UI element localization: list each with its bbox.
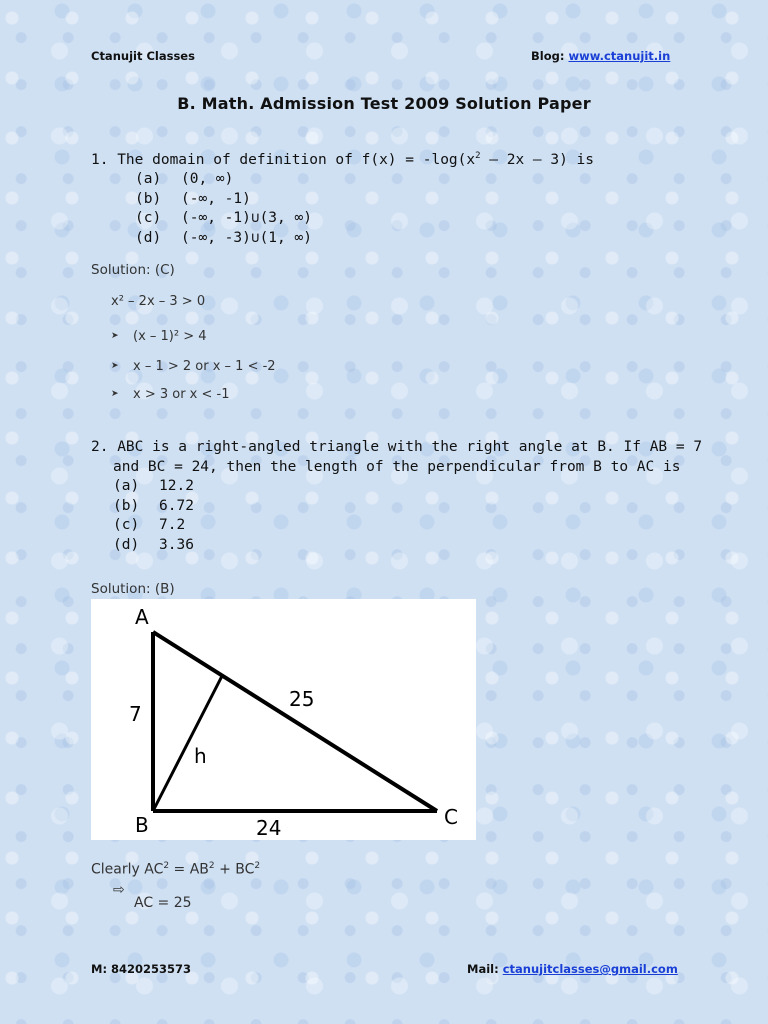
question-1 — [91, 147, 594, 248]
triangle-diagram — [91, 599, 476, 840]
option-b: (b) 6.72 — [113, 497, 194, 514]
side-ab-label: 7 — [129, 702, 142, 726]
option-c: (c) 7.2 — [113, 517, 186, 533]
height-line — [153, 676, 222, 811]
solution-1-label: Solution: (C) — [91, 262, 175, 278]
vertex-c-label: C — [444, 805, 458, 829]
triangle-figure — [91, 599, 476, 840]
question-2-line-1: 2. ABC is a right-angled triangle with the right angle at B. If AB = 7 — [91, 439, 703, 455]
side-ac-line — [153, 632, 437, 811]
implies-arrow-icon: ⇨ — [113, 882, 125, 898]
option-b: (b) (-∞, -1) — [135, 190, 251, 207]
side-bc-label: 24 — [256, 816, 282, 840]
option-d: (d) 3.36 — [113, 536, 194, 553]
option-c: (c) (-∞, -1)∪(3, ∞) — [135, 210, 312, 227]
solution-2-equation: Clearly $AC^2 = AB^2 + BC^2$ — [91, 861, 261, 878]
solution-1-step-3: ➤ x – 1 > 2 or x – 1 < -2 — [111, 359, 276, 374]
mail-link[interactable]: ctanujitclasses@gmail.com — [502, 962, 678, 976]
question-1-text: 1. The domain of definition of $f(x) = -\log(x^2 - 2x - 3)$ is — [91, 151, 595, 168]
blog-label: Blog: — [531, 49, 565, 63]
page-title: B. Math. Admission Test 2009 Solution Paper — [177, 94, 591, 113]
height-label: h — [194, 744, 207, 768]
solution-1-step-4: ➤ x > 3 or x < -1 — [111, 387, 230, 402]
arrow-bullet-icon: ➤ — [111, 389, 119, 399]
footer-mail — [467, 962, 678, 976]
header-blog — [531, 49, 670, 63]
option-a: (a) 12.2 — [113, 478, 194, 494]
vertex-b-label: B — [135, 813, 149, 837]
solution-2-label: Solution: (B) — [91, 581, 175, 597]
question-2-options — [69, 477, 702, 555]
option-a: (a) (0, ∞) — [135, 171, 234, 188]
mail-label: Mail: — [467, 962, 499, 976]
arrow-bullet-icon: ➤ — [111, 331, 119, 341]
question-2-line-2: and BC = 24, then the length of the perpendicular from B to AC is — [113, 458, 681, 475]
arrow-bullet-icon: ➤ — [111, 361, 119, 371]
solution-2-result: AC = 25 — [134, 895, 192, 911]
question-1-options — [91, 170, 594, 248]
question-2 — [91, 438, 702, 555]
side-ac-label: 25 — [289, 687, 315, 711]
blog-link[interactable]: www.ctanujit.in — [568, 49, 671, 63]
solution-1-step-1: x² – 2x – 3 > 0 — [111, 294, 206, 309]
solution-1-step-2: ➤ (x – 1)² > 4 — [111, 329, 207, 344]
header-brand: Ctanujit Classes — [91, 49, 195, 63]
footer-phone: M: 8420253573 — [91, 962, 192, 976]
vertex-a-label: A — [135, 605, 149, 629]
option-d: (d) (-∞, -3)∪(1, ∞) — [135, 229, 312, 246]
